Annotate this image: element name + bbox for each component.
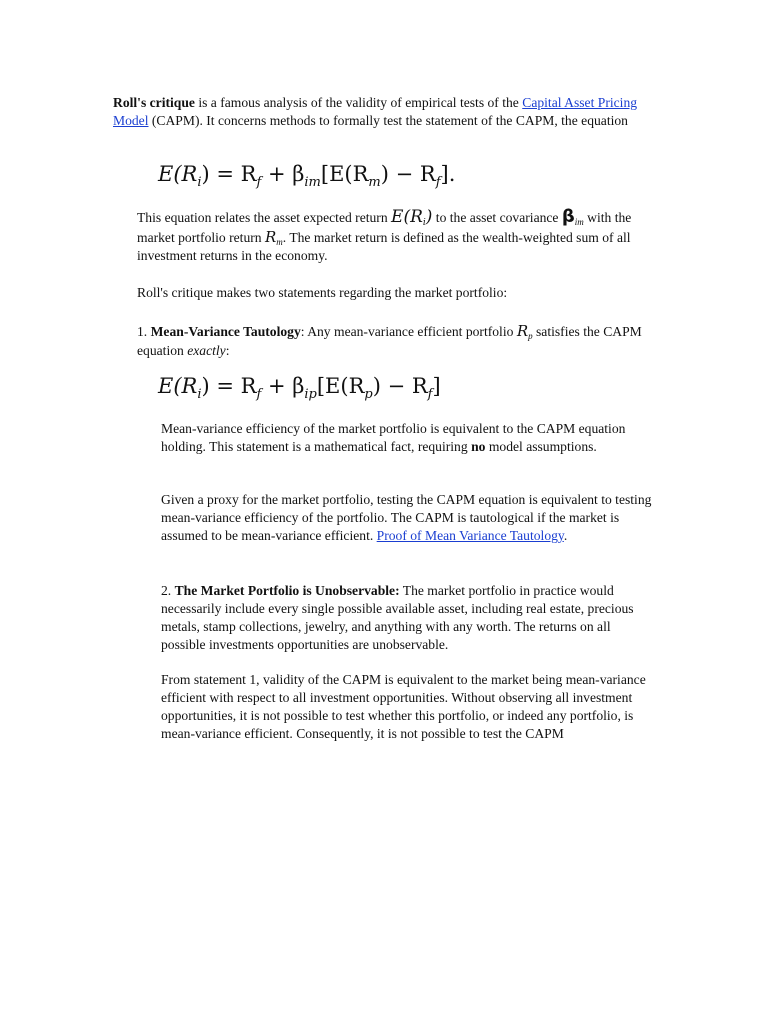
intro-text-1: is a famous analysis of the validity of empirical tests of the — [194, 95, 523, 110]
statement-2-title: The Market Portfolio is Unobservable: — [174, 583, 400, 598]
efficiency-paragraph: Mean-variance efficiency of the market portfolio is equivalent to the CAPM equation holding. This statement is a mathematical fact, requiring no model assumptions. — [161, 421, 626, 454]
tautology-equation: $E(R_i) = R_f + \beta_{ip}[E(R_p) - R_f]$ — [158, 374, 441, 402]
statement-1: 1. Mean-Variance Tautology: Any mean-variance efficient portfolio $R_p$ satisfies the CAPM equation exactly: — [137, 322, 642, 358]
capm-link[interactable]: Capital Asset Pricing Model — [113, 95, 638, 128]
capm-equation: $E(R_i) = R_f + \beta_{im}[E(R_m) - R_f]$. — [158, 162, 456, 190]
statements-intro: Roll's critique makes two statements regarding the market portfolio: — [137, 285, 508, 300]
conclusion-paragraph: From statement 1, validity of the CAPM is equivalent to the market being mean-variance efficient with respect to all investment opportunities. Without observing all investment opportunities, it is not possible to test whether this portfolio, or indeed any portfolio, is mean-variance efficient. Consequently, it is not possible to test the CAPM — [161, 672, 646, 741]
beta-symbol: β — [561, 206, 575, 227]
proof-link[interactable]: Proof of Mean Variance Tautology — [376, 528, 564, 543]
intro-paragraph — [113, 94, 658, 130]
intro-text-2: (CAPM). It concerns methods to formally test the statement of the CAPM, the equation — [148, 113, 628, 128]
statement-1-title: Mean-Variance Tautology — [150, 324, 301, 339]
explanation-paragraph: This equation relates the asset expected return $E(R_i)$ to the asset covariance $\beta_{im}$ with the market portfolio return $R_m$. The market return is defined as the wealth-weighted sum of all investment returns in the economy. — [137, 206, 632, 263]
statement-2: 2. The Market Portfolio is Unobservable: The market portfolio in practice would necessarily include every single possible available asset, including real estate, precious metals, stamp collections, jewelry, and anything with any worth. The returns on all possible investments opportunities are unobservable. — [161, 583, 634, 652]
proxy-paragraph: Given a proxy for the market portfolio, testing the CAPM equation is equivalent to testing mean-variance efficiency of the portfolio. The CAPM is tautological if the market is assumed to be mean-variance efficient. Proof of Mean Variance Tautology. — [161, 492, 652, 543]
roll-critique-term: Roll's critique — [113, 95, 195, 110]
